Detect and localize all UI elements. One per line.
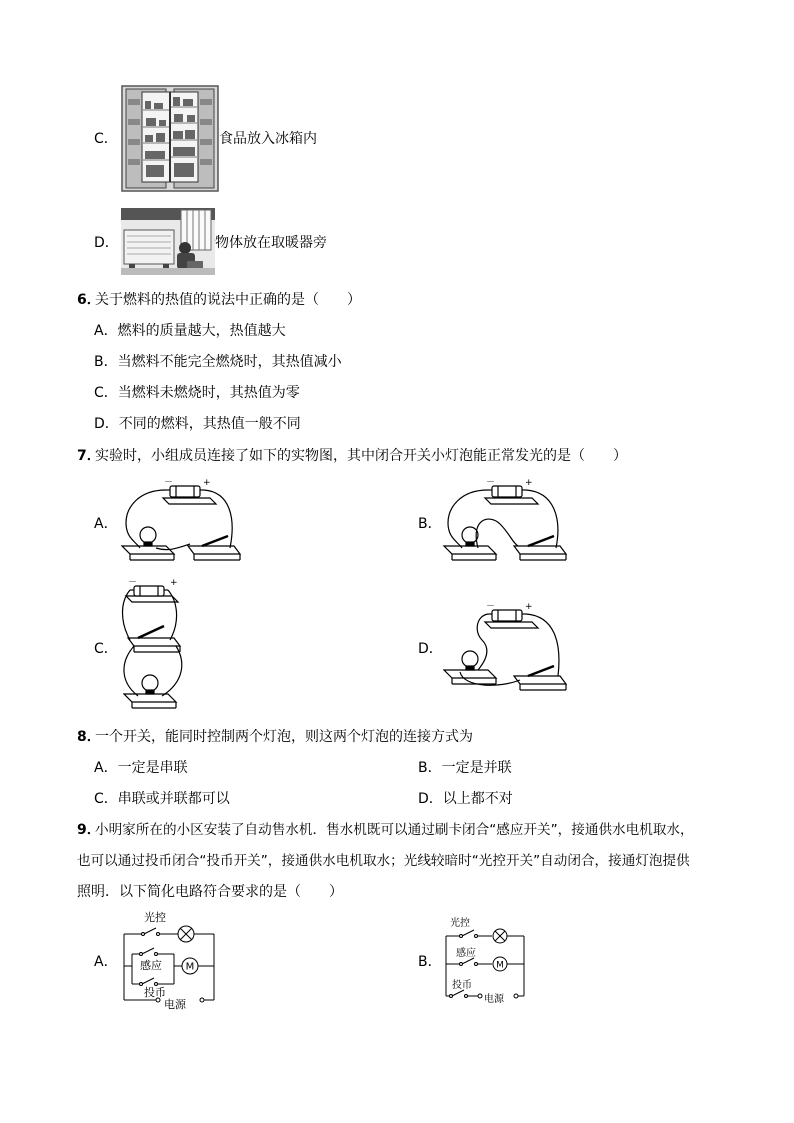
option-b: B．当燃料不能完全燃烧时，其热值减小	[94, 354, 342, 370]
option-c: C．串联或并联都可以	[94, 791, 230, 807]
question-number: 7．	[77, 448, 101, 464]
motor-label: M	[185, 961, 195, 973]
minus-sign: －	[486, 478, 496, 488]
circuit-b-image	[440, 478, 570, 568]
question-stem-line3: 照明．以下简化电路符合要求的是（ ）	[77, 884, 343, 900]
question-number: 9．	[77, 822, 101, 838]
question-stem: 一个开关，能同时控制两个灯泡，则这两个灯泡的连接方式为	[95, 729, 473, 745]
option-b-label: B．	[418, 954, 442, 970]
fridge-image	[121, 85, 219, 192]
circuit-a-image	[118, 478, 243, 568]
option-a-label: A．	[94, 954, 118, 970]
option-b: B．一定是并联	[418, 760, 512, 776]
coin-switch-label: 投币	[452, 980, 472, 991]
option-text: 物体放在取暖器旁	[215, 235, 327, 251]
light-switch-label: 光控	[450, 918, 470, 929]
circuit-c-image	[118, 578, 190, 710]
option-letter: C．	[94, 131, 118, 147]
question-number: 6．	[77, 292, 101, 308]
minus-sign: －	[128, 578, 138, 588]
option-text: 食品放入冰箱内	[219, 131, 317, 147]
question-stem: 实验时，小组成员连接了如下的实物图，其中闭合开关小灯泡能正常发光的是（ ）	[95, 448, 627, 464]
option-d: D．不同的燃料，其热值一般不同	[94, 416, 301, 432]
circuit-d-image	[440, 602, 570, 692]
option-a: A．燃料的质量越大，热值越大	[94, 323, 286, 339]
circuit-diagram-b	[442, 914, 532, 1004]
option-c-label: C．	[94, 641, 118, 657]
option-d-label: D．	[418, 641, 443, 657]
circuit-diagram-a	[118, 908, 224, 1011]
option-a: A．一定是串联	[94, 760, 188, 776]
sense-switch-label: 感应	[140, 959, 162, 972]
power-label: 电源	[164, 998, 186, 1011]
plus-sign: +	[525, 478, 533, 488]
power-label: 电源	[484, 994, 504, 1005]
option-b-label: B．	[418, 516, 442, 532]
question-number: 8．	[77, 729, 101, 745]
minus-sign: －	[164, 478, 174, 488]
question-stem-line1: 小明家所在的小区安装了自动售水机．售水机既可以通过刷卡闭合“感应开关”，接通供水电机取水，	[95, 822, 694, 838]
plus-sign: +	[525, 602, 533, 612]
question-stem: 关于燃料的热值的说法中正确的是（ ）	[95, 292, 361, 308]
plus-sign: +	[170, 578, 178, 588]
heater-image	[121, 208, 215, 275]
option-a-label: A．	[94, 516, 118, 532]
sense-switch-label: 感应	[456, 948, 476, 959]
option-d: D．以上都不对	[418, 791, 513, 807]
question-stem-line2: 也可以通过投币闭合“投币开关”，接通供水电机取水；光线较暗时“光控开关”自动闭合，接通灯泡提供	[77, 853, 690, 869]
coin-switch-label: 投币	[144, 986, 166, 999]
option-letter: D．	[94, 235, 119, 251]
motor-label: M	[496, 960, 504, 971]
light-switch-label: 光控	[144, 911, 166, 924]
option-c: C．当燃料未燃烧时，其热值为零	[94, 385, 300, 401]
plus-sign: +	[203, 478, 211, 488]
minus-sign: －	[486, 602, 496, 612]
